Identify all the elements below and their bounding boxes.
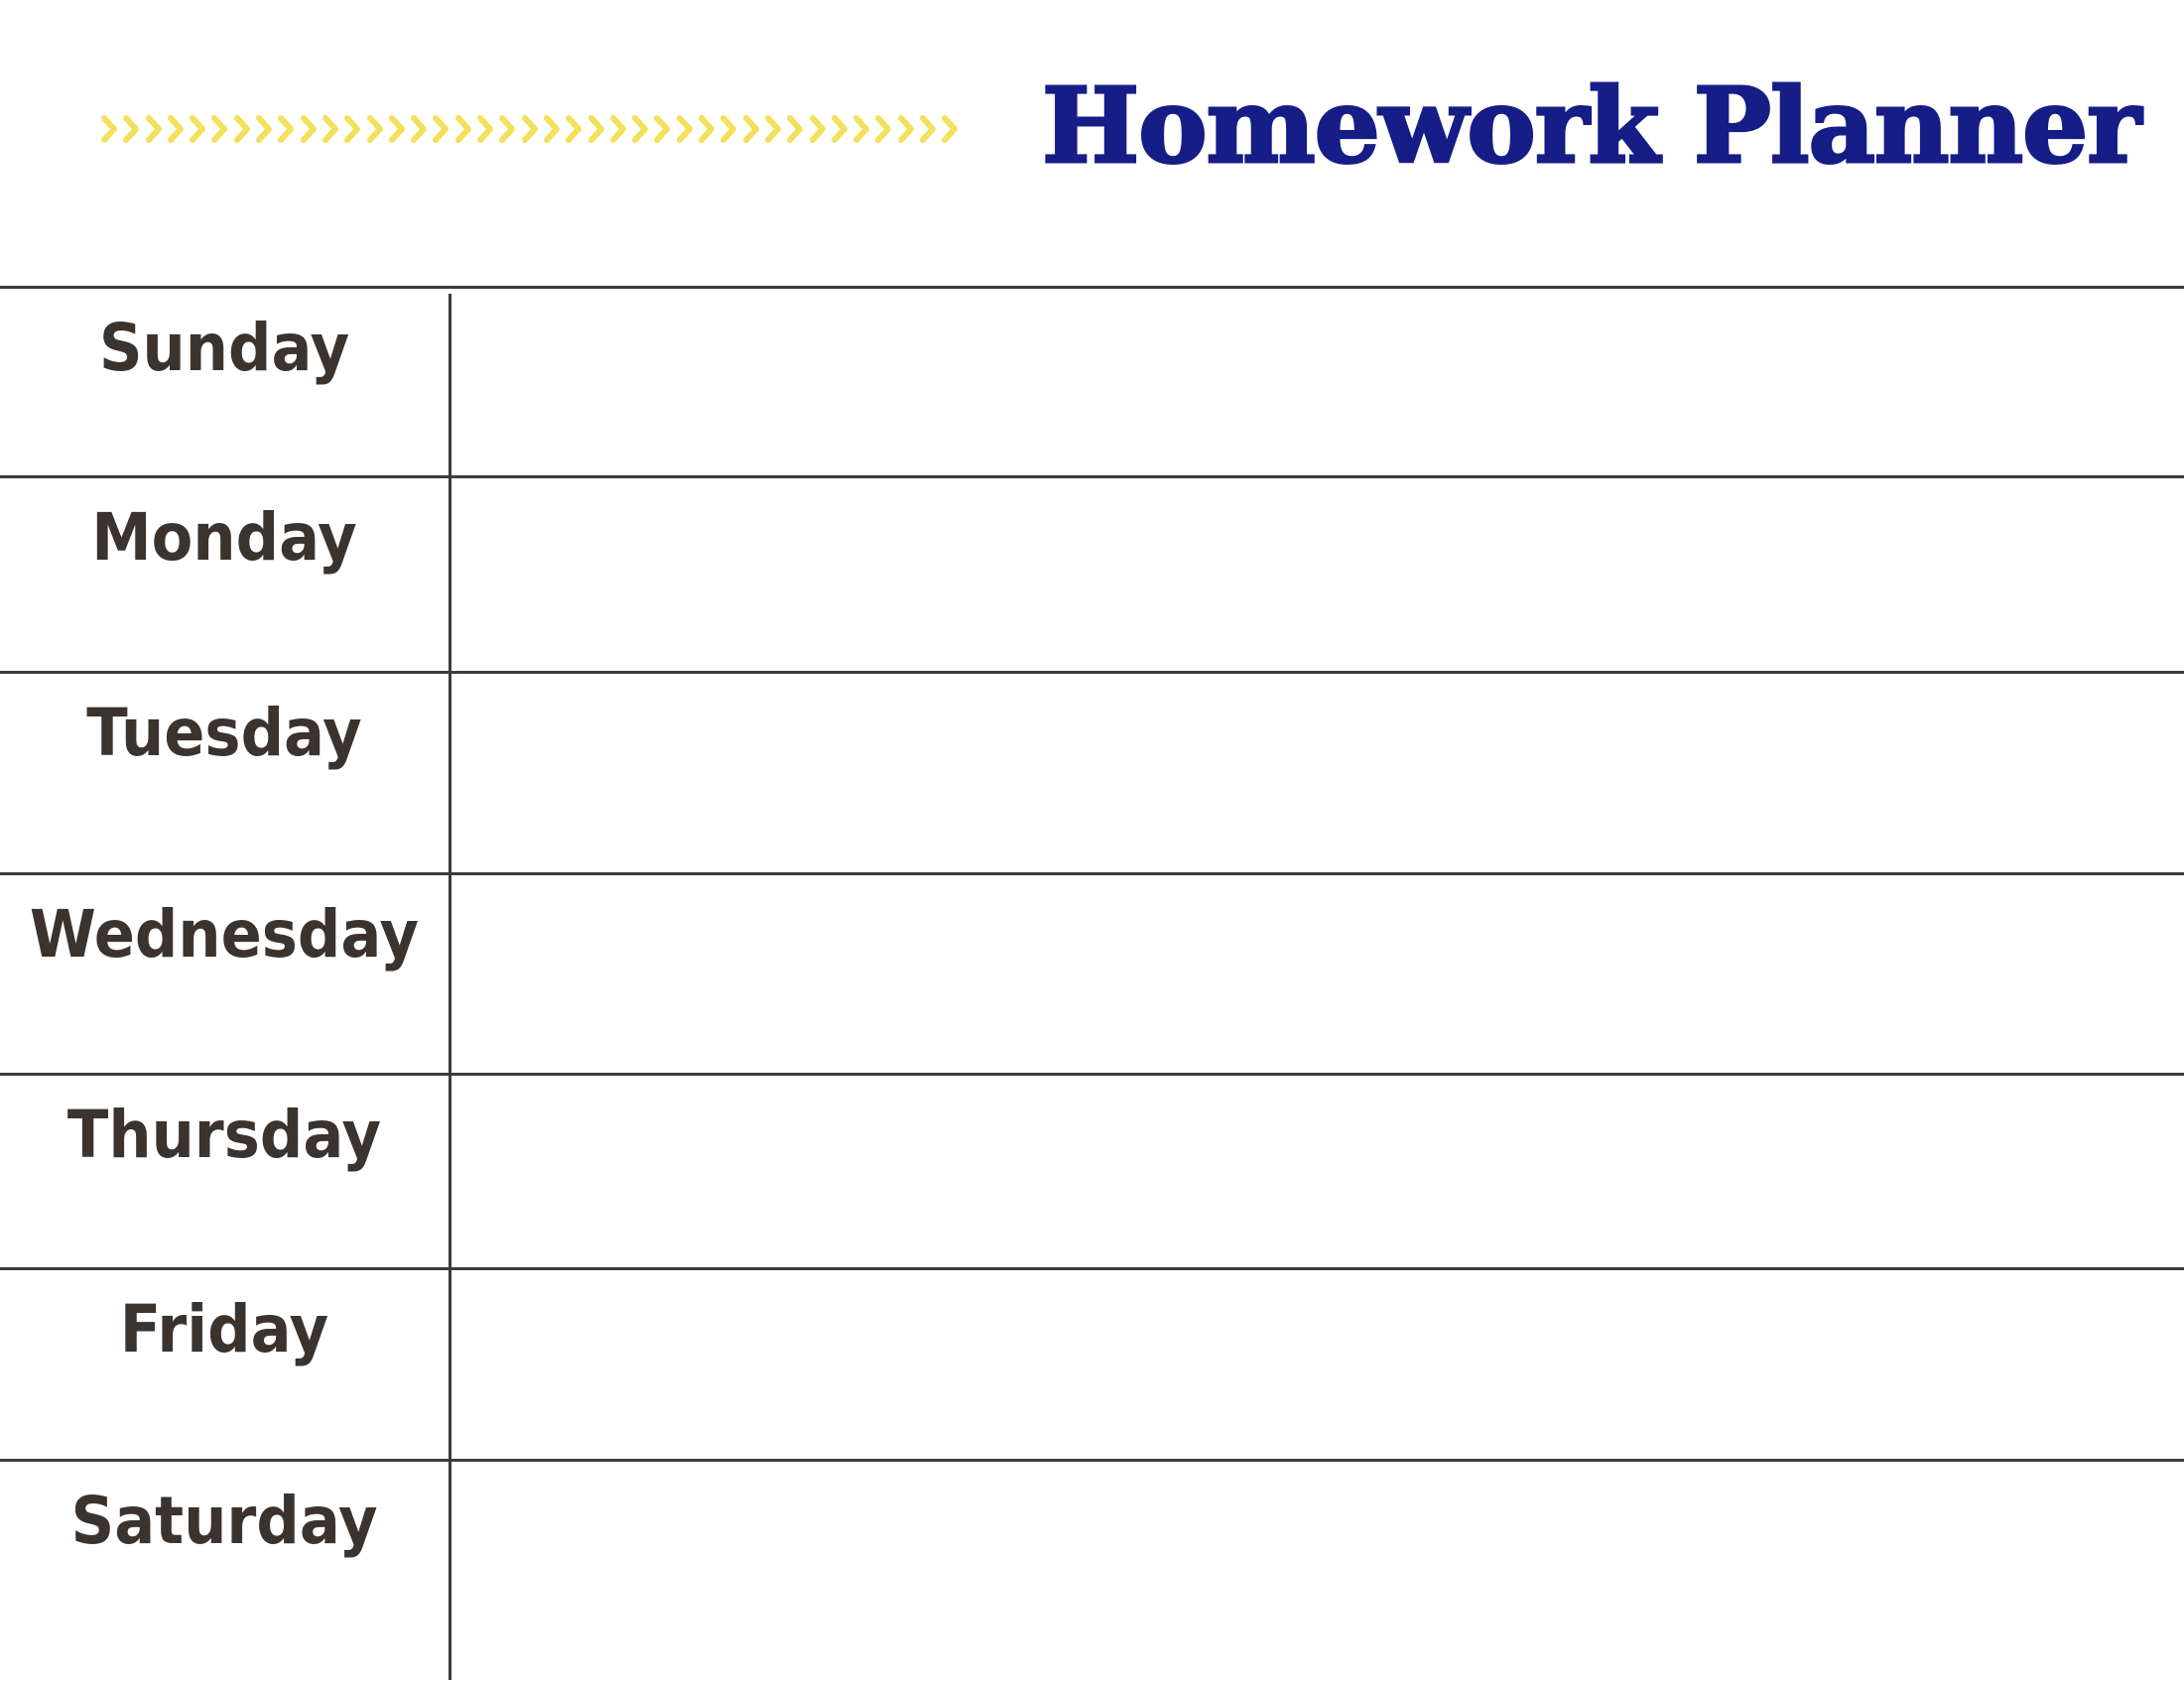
row-rule xyxy=(0,1459,2184,1462)
chevron-right-icon xyxy=(121,112,143,146)
homework-entry-wednesday[interactable] xyxy=(452,876,2184,1069)
chevron-right-icon xyxy=(873,112,895,146)
chevron-right-icon xyxy=(763,112,785,146)
chevron-right-icon xyxy=(365,112,387,146)
day-label: Friday xyxy=(119,1291,329,1367)
chevron-right-icon xyxy=(276,112,298,146)
day-label: Wednesday xyxy=(29,896,420,973)
chevron-right-icon xyxy=(144,112,166,146)
chevron-right-icon xyxy=(254,112,276,146)
day-label: Saturday xyxy=(70,1483,378,1559)
weekly-planner-grid xyxy=(0,286,2184,1680)
day-label: Monday xyxy=(91,499,357,576)
chevron-border xyxy=(99,107,963,151)
day-label: Sunday xyxy=(98,310,350,386)
row-rule xyxy=(0,475,2184,478)
row-rule xyxy=(0,1267,2184,1270)
chevron-right-icon xyxy=(586,112,608,146)
chevron-right-icon xyxy=(321,112,342,146)
planner-row-wednesday xyxy=(0,872,2184,1073)
day-label: Tuesday xyxy=(86,695,362,771)
homework-entry-thursday[interactable] xyxy=(452,1077,2184,1263)
page-header xyxy=(0,0,2184,286)
day-label: Thursday xyxy=(66,1097,382,1173)
chevron-right-icon xyxy=(808,112,830,146)
chevron-right-icon xyxy=(475,112,497,146)
chevron-right-icon xyxy=(652,112,674,146)
planner-row-monday xyxy=(0,475,2184,671)
chevron-right-icon xyxy=(785,112,807,146)
chevron-right-icon xyxy=(940,112,962,146)
planner-row-saturday xyxy=(0,1459,2184,1680)
chevron-right-icon xyxy=(918,112,940,146)
homework-entry-tuesday[interactable] xyxy=(452,675,2184,868)
homework-entry-sunday[interactable] xyxy=(452,290,2184,471)
planner-row-thursday xyxy=(0,1073,2184,1267)
chevron-right-icon xyxy=(564,112,585,146)
planner-row-tuesday xyxy=(0,671,2184,872)
chevron-right-icon xyxy=(675,112,697,146)
chevron-right-icon xyxy=(497,112,519,146)
chevron-right-icon xyxy=(896,112,918,146)
chevron-right-icon xyxy=(741,112,763,146)
row-rule xyxy=(0,1073,2184,1076)
chevron-right-icon xyxy=(188,112,209,146)
chevron-right-icon xyxy=(718,112,740,146)
chevron-right-icon xyxy=(99,112,121,146)
row-rule xyxy=(0,286,2184,289)
chevron-right-icon xyxy=(209,112,231,146)
page-title: Homework Planner xyxy=(1042,65,2141,187)
chevron-right-icon xyxy=(630,112,652,146)
homework-entry-friday[interactable] xyxy=(452,1271,2184,1455)
chevron-right-icon xyxy=(542,112,564,146)
chevron-right-icon xyxy=(431,112,452,146)
chevron-right-icon xyxy=(166,112,188,146)
chevron-right-icon xyxy=(409,112,431,146)
row-rule xyxy=(0,872,2184,875)
homework-entry-saturday[interactable] xyxy=(452,1463,2184,1676)
planner-row-sunday xyxy=(0,286,2184,475)
chevron-right-icon xyxy=(387,112,409,146)
chevron-right-icon xyxy=(453,112,475,146)
chevron-right-icon xyxy=(830,112,851,146)
homework-entry-monday[interactable] xyxy=(452,479,2184,667)
chevron-right-icon xyxy=(342,112,364,146)
chevron-right-icon xyxy=(232,112,254,146)
chevron-right-icon xyxy=(851,112,873,146)
chevron-right-icon xyxy=(697,112,718,146)
chevron-right-icon xyxy=(520,112,542,146)
planner-row-friday xyxy=(0,1267,2184,1459)
row-rule xyxy=(0,671,2184,674)
chevron-right-icon xyxy=(299,112,321,146)
chevron-right-icon xyxy=(608,112,630,146)
